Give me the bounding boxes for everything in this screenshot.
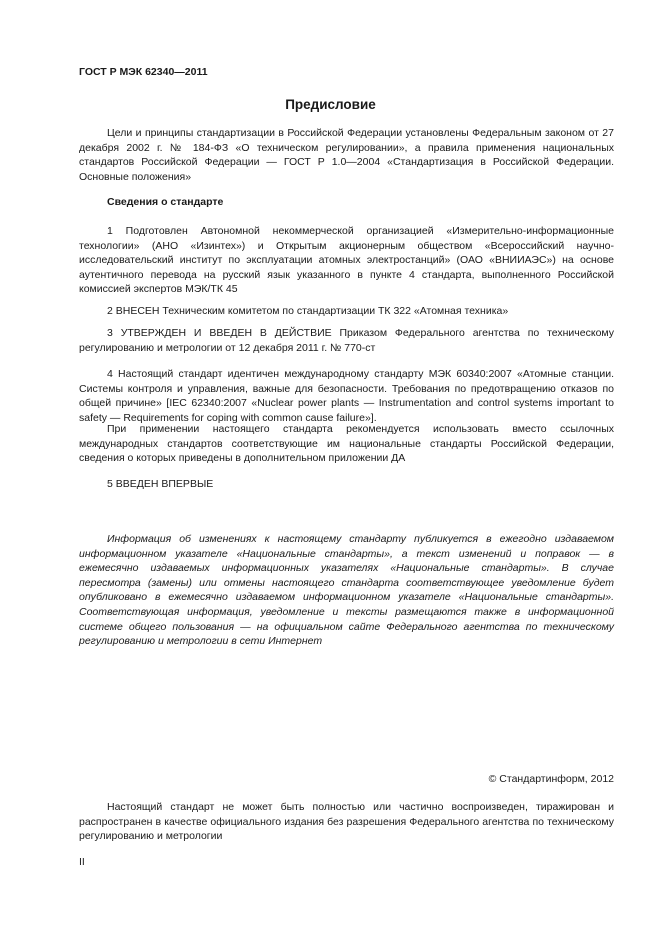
item-4-paragraph: 4 Настоящий стандарт идентичен международному стандарту МЭК 60340:2007 «Атомные станции. Системы контроля и управления, важные для безопасности. Требования по предотвращению отказов по общей причине» [IEC 62340:2007 «Nuclear power plants — Instrumentation and control systems important to safety — Requirements for coping with common cause failure»]. (79, 368, 614, 424)
item-1-paragraph: 1 Подготовлен Автономной некоммерческой организацией «Измерительно-информационные технологии» (АНО «Изинтех») и Открытым акционерным обществом «Всероссийский научно-исследовательский институт по эксплуатации атомных электростанций» (ОАО «ВНИИАЭС») на основе аутентичного перевода на русский язык указанного в пункте 4 стандарта, выполненного Российской комиссией экспертов МЭК/ТК 45 (79, 225, 614, 296)
item-3-paragraph: 3 УТВЕРЖДЕН И ВВЕДЕН В ДЕЙСТВИЕ Приказом Федерального агентства по техническому регулированию и метрологии от 12 декабря 2011 г. № 770-ст (79, 327, 614, 354)
section-subtitle: Сведения о стандарте (107, 196, 224, 208)
item-4-note-paragraph: При применении настоящего стандарта рекомендуется использовать вместо ссылочных международных стандартов соответствующие им национальные стандарты Российской Федерации, сведения о которых приведены в дополнительном приложении ДА (79, 423, 614, 465)
document-code-header: ГОСТ Р МЭК 62340—2011 (79, 66, 208, 78)
copyright-line: © Стандартинформ, 2012 (488, 773, 614, 785)
item-5-paragraph: 5 ВВЕДЕН ВПЕРВЫЕ (107, 478, 214, 490)
page-number: II (79, 856, 85, 868)
rights-paragraph: Настоящий стандарт не может быть полностью или частично воспроизведен, тиражирован и распространен в качестве официального издания без разрешения Федерального агентства по техническому регулированию и метрологии (79, 801, 614, 843)
intro-paragraph: Цели и принципы стандартизации в Российской Федерации установлены Федеральным законом от 27 декабря 2002 г. № 184-ФЗ «О техническом регулировании», а правила применения национальных стандартов Российской Федерации — ГОСТ Р 1.0—2004 «Стандартизация в Российской Федерации. Основные положения» (79, 127, 614, 183)
item-2-paragraph: 2 ВНЕСЕН Техническим комитетом по стандартизации ТК 322 «Атомная техника» (107, 305, 509, 317)
notice-paragraph: Информация об изменениях к настоящему стандарту публикуется в ежегодно издаваемом информационном указателе «Национальные стандарты», а текст изменений и поправок — в ежемесячно издаваемых информационных указателях «Национальные стандарты». В случае пересмотра (замены) или отмены настоящего стандарта соответствующее уведомление будет опубликовано в ежемесячно издаваемом информационном указателе «Национальные стандарты». Соответствующая информация, уведомление и тексты размещаются также в информационной системе общего пользования — на официальном сайте Федерального агентства по техническому регулированию и метрологии в сети Интернет (79, 533, 614, 648)
page-title: Предисловие (285, 97, 376, 112)
